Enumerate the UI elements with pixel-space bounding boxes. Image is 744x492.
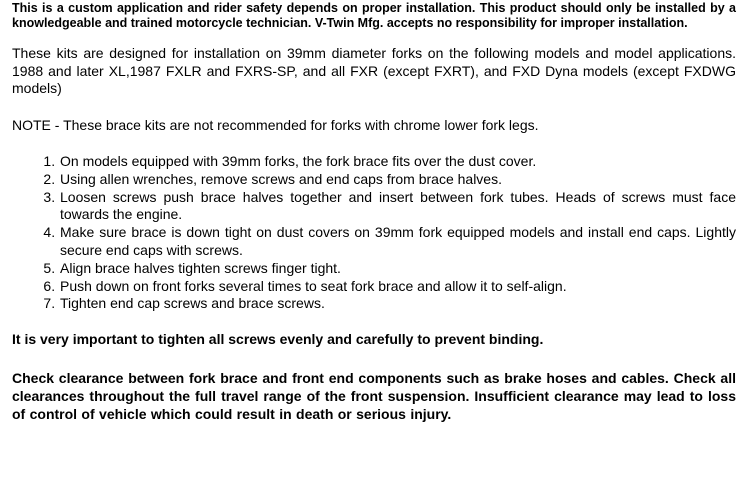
step-item: 7. Tighten end cap screws and brace screws. bbox=[59, 295, 736, 313]
important-notice: It is very important to tighten all screws evenly and carefully to prevent binding. bbox=[12, 331, 544, 348]
note-paragraph: NOTE - These brace kits are not recommended for forks with chrome lower fork legs. bbox=[12, 116, 539, 133]
step-item: 3. Loosen screws push brace halves together and insert between fork tubes. Heads of screws must face towards the engine. bbox=[59, 189, 736, 225]
step-item: 6. Push down on front forks several times to seat fork brace and allow it to self-align. bbox=[59, 278, 736, 296]
step-item: 4. Make sure brace is down tight on dust covers on 39mm fork equipped models and install end caps. Lightly secure end caps with screws. bbox=[59, 224, 736, 260]
safety-warning: This is a custom application and rider safety depends on proper installation. This product should only be installed by a knowledgeable and trained motorcycle technician. V-Twin Mfg. accepts no responsibility for improper installation. bbox=[12, 1, 736, 30]
clearance-warning: Check clearance between fork brace and front end components such as brake hoses and cables. Check all clearances throughout the full travel range of the front suspension. Insufficient clearance may lead to loss of control of vehicle which could result in death or serious injury. bbox=[12, 369, 736, 423]
step-item: 1. On models equipped with 39mm forks, the fork brace fits over the dust cover. bbox=[59, 153, 736, 171]
application-paragraph: These kits are designed for installation on 39mm diameter forks on the following models and model applications. 1988 and later XL,1987 FXLR and FXRS-SP, and all FXR (except FXRT), and FXD Dyna models (except FXDWG models) bbox=[12, 45, 736, 96]
step-item: 2. Using allen wrenches, remove screws and end caps from brace halves. bbox=[59, 171, 736, 189]
installation-steps bbox=[12, 153, 736, 313]
step-item: 5. Align brace halves tighten screws finger tight. bbox=[59, 260, 736, 278]
